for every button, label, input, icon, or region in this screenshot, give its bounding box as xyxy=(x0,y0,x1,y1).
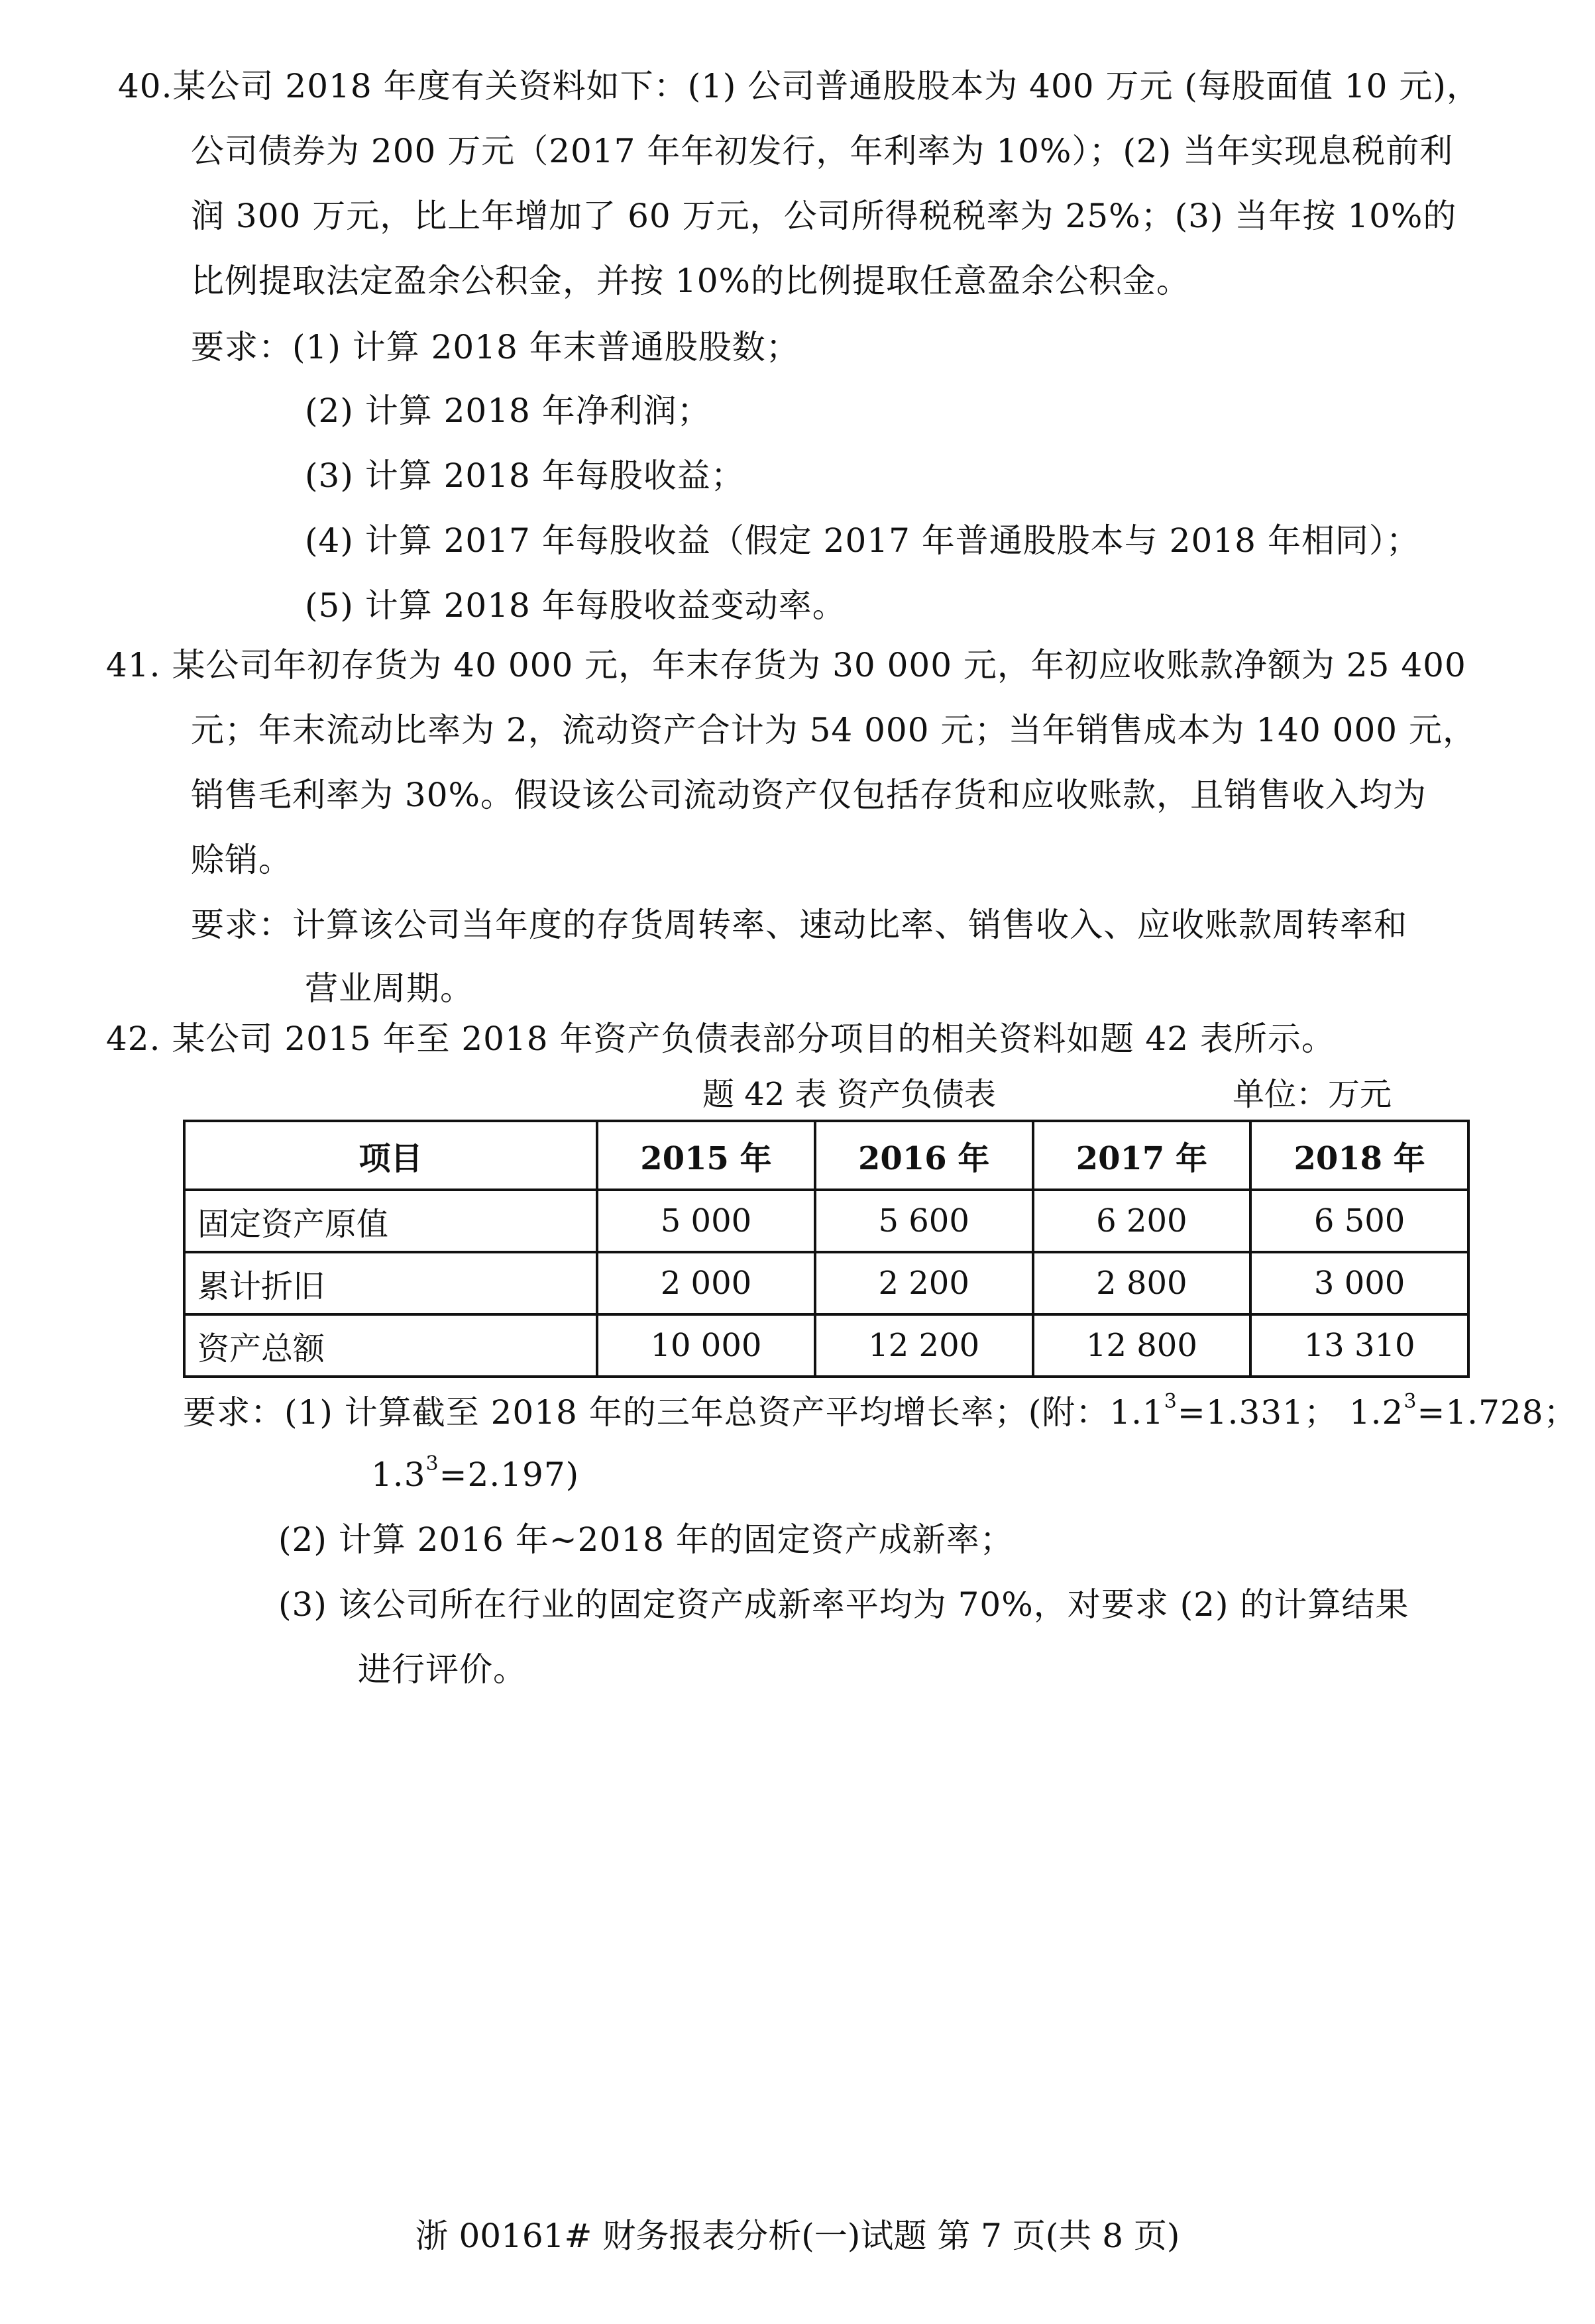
table-row xyxy=(184,1252,1468,1314)
row-label: 累计折旧 xyxy=(184,1252,597,1314)
header-2016: 2016 年 xyxy=(815,1121,1033,1190)
q40-requirements-label: 要求：(1) 计算 2018 年末普通股股数； xyxy=(191,328,800,366)
cell-value: 12 200 xyxy=(815,1314,1033,1377)
q40-number: 40. xyxy=(118,67,173,105)
q40-requirement-2: (2) 计算 2018 年净利润； xyxy=(305,392,711,430)
table-caption: 题 42 表 资产负债表 xyxy=(702,1076,996,1113)
cell-value: 12 800 xyxy=(1033,1314,1251,1377)
q40-requirement-4: (4) 计算 2017 年每股收益（假定 2017 年普通股股本与 2018 年相同）； xyxy=(305,521,1420,560)
cell-value: 2 000 xyxy=(597,1252,815,1314)
balance-sheet-table xyxy=(183,1120,1470,1378)
header-item: 项目 xyxy=(184,1121,597,1190)
header-2015: 2015 年 xyxy=(597,1121,815,1190)
q41-requirement: 要求：计算该公司当年度的存货周转率、速动比率、销售收入、应收账款周转率和 xyxy=(191,906,1407,944)
q40-requirement-5: (5) 计算 2018 年每股收益变动率。 xyxy=(305,586,846,625)
cell-value: 10 000 xyxy=(597,1314,815,1377)
q40-line-2: 公司债券为 200 万元（2017 年年初发行，年利率为 10%）；(2) 当年实现息税前利 xyxy=(191,132,1454,170)
table-row xyxy=(184,1190,1468,1252)
row-label: 固定资产原值 xyxy=(184,1190,597,1252)
header-2018: 2018 年 xyxy=(1250,1121,1468,1190)
q41-line-4: 赊销。 xyxy=(191,841,292,879)
q42-requirement-1-cont: $1.3^3=2.197$) xyxy=(371,1452,580,1494)
q42-intro: 42. 某公司 2015 年至 2018 年资产负债表部分项目的相关资料如题 42 表所示。 xyxy=(106,1020,1335,1058)
cell-value: 2 200 xyxy=(815,1252,1033,1314)
cell-value: 6 200 xyxy=(1033,1190,1251,1252)
cell-value: 6 500 xyxy=(1250,1190,1468,1252)
q42-requirement-3-cont: 进行评价。 xyxy=(358,1650,527,1689)
q42-requirement-1: 要求：(1) 计算截至 2018 年的三年总资产平均增长率；(附：$1.1^3=1.331$； $1.2^3=1.728$； xyxy=(183,1390,1578,1432)
cell-value: 5 000 xyxy=(597,1190,815,1252)
q42-requirement-2: (2) 计算 2016 年~2018 年的固定资产成新率； xyxy=(278,1520,1014,1559)
row-label: 资产总额 xyxy=(184,1314,597,1377)
q41-line-3: 销售毛利率为 30%。假设该公司流动资产仅包括存货和应收账款，且销售收入均为 xyxy=(191,776,1427,814)
q41-line-1: 41. 某公司年初存货为 40 000 元，年末存货为 30 000 元，年初应收账款净额为 25 400 xyxy=(106,646,1466,684)
cell-value: 13 310 xyxy=(1250,1314,1468,1377)
table-unit: 单位：万元 xyxy=(1233,1076,1392,1113)
table-header-row xyxy=(184,1121,1468,1190)
cell-value: 2 800 xyxy=(1033,1252,1251,1314)
q40-line-3: 润 300 万元，比上年增加了 60 万元，公司所得税税率为 25%；(3) 当年按 10%的 xyxy=(191,197,1457,235)
q40-line-4: 比例提取法定盈余公积金，并按 10%的比例提取任意盈余公积金。 xyxy=(191,262,1191,300)
page-footer: 浙 00161# 财务报表分析(一)试题 第 7 页(共 8 页) xyxy=(415,2217,1180,2255)
q42-requirement-3: (3) 该公司所在行业的固定资产成新率平均为 70%，对要求 (2) 的计算结果 xyxy=(278,1585,1409,1624)
q42-number: 42. xyxy=(106,1020,161,1058)
cell-value: 3 000 xyxy=(1250,1252,1468,1314)
q41-number: 41. xyxy=(106,646,161,684)
header-2017: 2017 年 xyxy=(1033,1121,1251,1190)
cell-value: 5 600 xyxy=(815,1190,1033,1252)
table-row xyxy=(184,1314,1468,1377)
q41-line-2: 元；年末流动比率为 2，流动资产合计为 54 000 元；当年销售成本为 140 000 元， xyxy=(191,711,1476,749)
q40-line-1: 40.某公司 2018 年度有关资料如下：(1) 公司普通股股本为 400 万元 (每股面值 10 元)， xyxy=(118,67,1480,105)
q41-requirement-cont: 营业周期。 xyxy=(305,969,474,1008)
q40-requirement-3: (3) 计算 2018 年每股收益； xyxy=(305,456,745,495)
